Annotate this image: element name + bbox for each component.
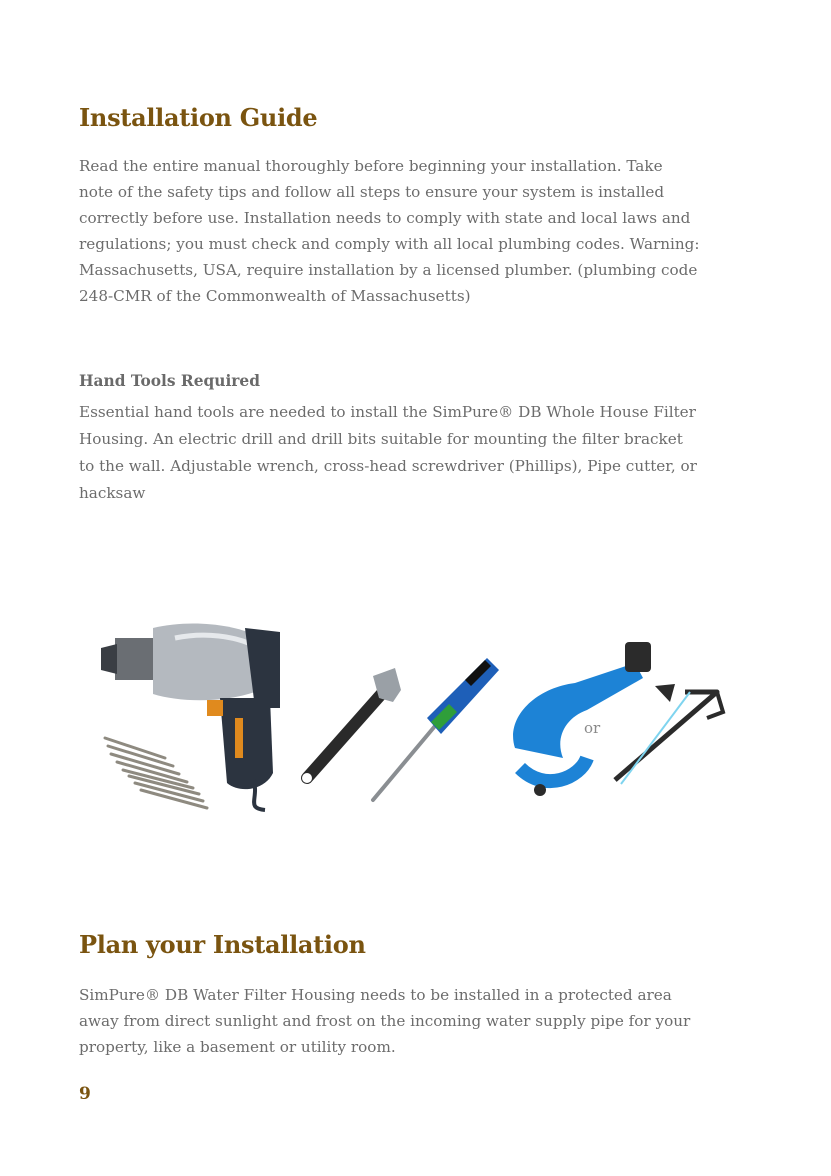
- text-line: note of the safety tips and follow all steps to ensure your system is installed: [79, 183, 665, 201]
- hand-tools-text: [79, 399, 697, 507]
- plan-installation-title: Plan your Installation: [79, 930, 366, 959]
- adjustable-wrench-icon: [302, 668, 401, 783]
- installation-guide-title: Installation Guide: [79, 103, 318, 132]
- hand-tools-heading: Hand Tools Required: [79, 372, 260, 390]
- text-line: away from direct sunlight and frost on the incoming water supply pipe for your: [79, 1012, 691, 1030]
- text-line: property, like a basement or utility room.: [79, 1038, 396, 1056]
- hacksaw-icon: [615, 684, 723, 784]
- text-line: hacksaw: [79, 484, 146, 502]
- plan-installation-text: [79, 982, 690, 1060]
- text-line: Massachusetts, USA, require installation by a licensed plumber. (plumbing code: [79, 261, 698, 279]
- text-line: SimPure® DB Water Filter Housing needs to be installed in a protected area: [79, 986, 672, 1004]
- text-line: 248-CMR of the Commonwealth of Massachusetts): [79, 287, 471, 305]
- text-line: regulations; you must check and comply with all local plumbing codes. Warning:: [79, 235, 700, 253]
- text-line: correctly before use. Installation needs to comply with state and local laws and: [79, 209, 691, 227]
- drill-bits-icon: [105, 738, 207, 808]
- text-line: Read the entire manual thoroughly before beginning your installation. Take: [79, 157, 663, 175]
- text-line: Housing. An electric drill and drill bits suitable for mounting the filter bracket: [79, 430, 683, 448]
- page-number: 9: [79, 1084, 91, 1104]
- installation-guide-text: [79, 153, 700, 309]
- text-line: to the wall. Adjustable wrench, cross-head screwdriver (Phillips), Pipe cutter, or: [79, 457, 697, 475]
- electric-drill-icon: [101, 624, 280, 810]
- or-label: or: [584, 719, 601, 737]
- tools-illustration: [95, 618, 735, 818]
- text-line: Essential hand tools are needed to install the SimPure® DB Whole House Filter: [79, 403, 696, 421]
